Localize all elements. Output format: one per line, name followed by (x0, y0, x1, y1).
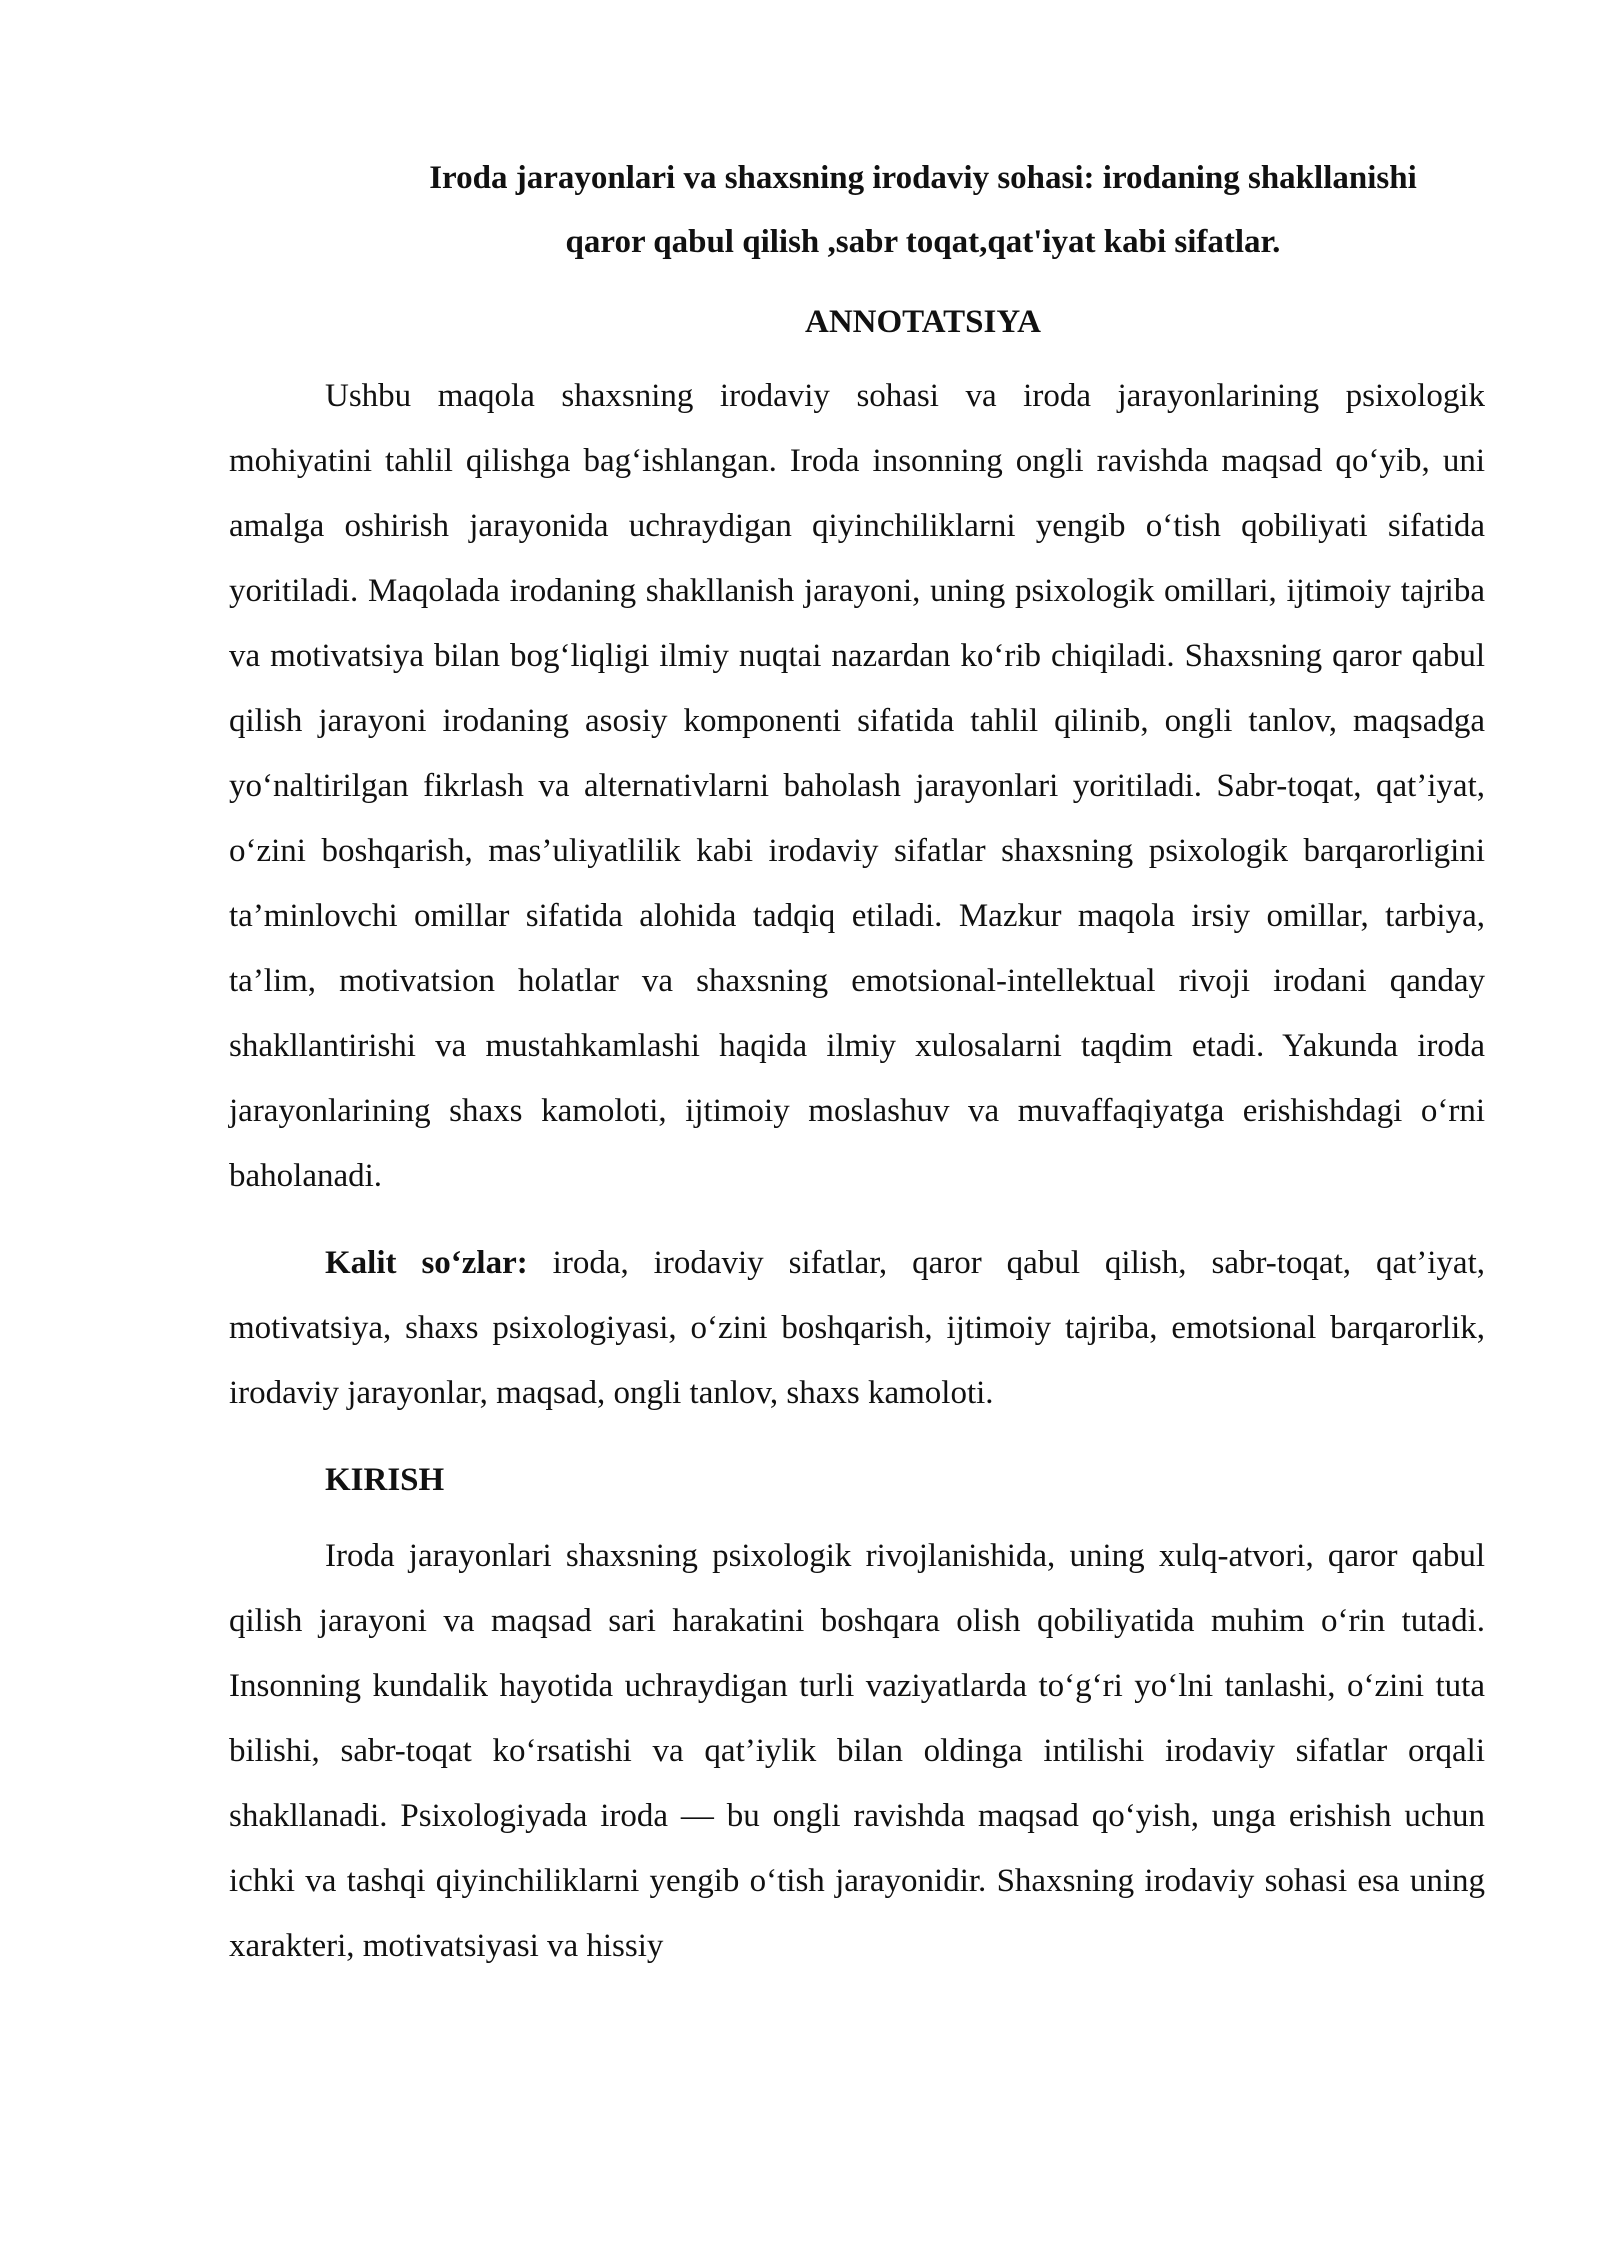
article-title-line-2: qaror qabul qilish ,sabr toqat,qat'iyat kabi sifatlar. (565, 224, 1281, 260)
article-title-line-1: Iroda jarayonlari va shaxsning irodaviy sohasi: irodaning shakllanishi (429, 160, 1417, 196)
keywords-paragraph (229, 1231, 1485, 1426)
introduction-heading: KIRISH (325, 1462, 445, 1498)
article-body (229, 146, 1485, 1979)
article-title (229, 146, 1485, 274)
keywords-label: Kalit so‘zlar: (325, 1245, 528, 1281)
annotation-heading: ANNOTATSIYA (805, 304, 1041, 340)
introduction-paragraph: Iroda jarayonlari shaxsning psixologik rivojlanishida, uning xulq-atvori, qaror qabul qilish jarayoni va maqsad sari harakatini boshqara olish qobiliyatida muhim o‘rin tutadi. Insonning kundalik hayotida uchraydigan turli vaziyatlarda to‘g‘ri yo‘lni tanlashi, o‘zini tuta bilishi, sabr-toqat ko‘rsatishi va qat’iylik bilan oldinga intilishi irodaviy sifatlar orqali shakllanadi. Psixologiyada iroda — bu ongli ravishda maqsad qo‘yish, unga erishish uchun ichki va tashqi qiyinchiliklarni yengib o‘tish jarayonidir. Shaxsning irodaviy sohasi esa uning xarakteri, motivatsiyasi va hissiy (229, 1538, 1485, 1964)
annotation-paragraph: Ushbu maqola shaxsning irodaviy sohasi va iroda jarayonlarining psixologik mohiyatini tahlil qilishga bag‘ishlangan. Iroda insonning ongli ravishda maqsad qo‘yib, uni amalga oshirish jarayonida uchraydigan qiyinchiliklarni yengib o‘tish qobiliyati sifatida yoritiladi. Maqolada irodaning shakllanish jarayoni, uning psixologik omillari, ijtimoiy tajriba va motivatsiya bilan bog‘liqligi ilmiy nuqtai nazardan ko‘rib chiqiladi. Shaxsning qaror qabul qilish jarayoni irodaning asosiy komponenti sifatida tahlil qilinib, ongli tanlov, maqsadga yo‘naltirilgan fikrlash va alternativlarni baholash jarayonlari yoritiladi. Sabr-toqat, qat’iyat, o‘zini boshqarish, mas’uliyatlilik kabi irodaviy sifatlar shaxsning psixologik barqarorligini ta’minlovchi omillar sifatida alohida tadqiq etiladi. Mazkur maqola irsiy omillar, tarbiya, ta’lim, motivatsion holatlar va shaxsning emotsional-intellektual rivoji irodani qanday shakllantirishi va mustahkamlashi haqida ilmiy xulosalarni taqdim etadi. Yakunda iroda jarayonlarining shaxs kamoloti, ijtimoiy moslashuv va muvaffaqiyatga erishishdagi o‘rni baholanadi. (229, 378, 1485, 1194)
keywords-text: iroda, irodaviy sifatlar, qaror qabul qilish, sabr-toqat, qat’iyat, motivatsiya, shaxs psixologiyasi, o‘zini boshqarish, ijtimoiy tajriba, emotsional barqarorlik, irodaviy jarayonlar, maqsad, ongli tanlov, shaxs kamoloti. (229, 1245, 1485, 1411)
